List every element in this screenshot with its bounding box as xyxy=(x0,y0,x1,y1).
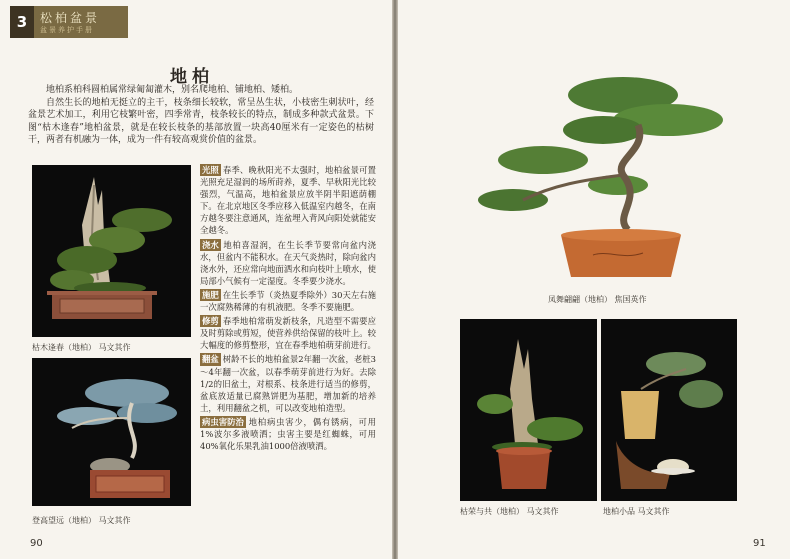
section-tag: 修剪 xyxy=(202,316,219,327)
photo-caption: 登高望远（地柏） 马文其作 xyxy=(32,516,131,525)
section-text: 地柏病虫害少，偶有锈病，可用1%波尔多液喷洒；虫害主要是红蜘蛛，可用40%氧化乐果乳油1000倍液喷洒。 xyxy=(200,416,376,452)
section-tag: 施肥 xyxy=(202,289,219,300)
page-title: 地柏 xyxy=(170,67,214,87)
section-text: 在生长季节（炎热夏季除外）30天左右施一次腐熟稀薄的有机液肥。冬季不要施肥。 xyxy=(200,289,376,313)
section-text: 春季地柏常萌发新枝条，凡造型不需要应及时剪除或剪短，使营养供给保留的枝叶上。较大幅度的修剪整形，宜在春季地柏萌芽前进行。 xyxy=(200,316,376,351)
care-section xyxy=(200,416,376,452)
section-text: 树龄不长的地柏盆景2年翻一次盆，老桩3～4年翻一次盆，以春季萌芽前进行为好。去除1/2的旧盆土，对根系、枝条进行适当的修剪，盆底放适量已腐熟饼肥为基肥，增加新的培养土，利用翻盆之机，可以改变地柏造型。 xyxy=(200,354,376,413)
photo-caption: 地柏小品 马文其作 xyxy=(603,507,670,516)
left-page xyxy=(0,0,392,559)
section-text: 春季、晚秋阳光不太强时，地柏盆景可置光照充足湿润的场所莳养，夏季、早秋阳光比较强烈，气温高，地柏盆景应放半阴半阳遮荫棚下。在北京地区冬季应移入低温室内越冬，在南方越冬要注意通风，连盆埋入背风向阳处就能安全越冬。 xyxy=(200,165,376,236)
care-column xyxy=(200,164,376,454)
bonsai-illustration xyxy=(601,319,737,501)
care-section xyxy=(200,289,376,313)
care-section xyxy=(200,164,376,237)
photo-caption: 枯荣与共（地柏） 马文其作 xyxy=(460,507,559,516)
bonsai-photo-3 xyxy=(460,319,597,501)
section-tag: 翻盆 xyxy=(202,354,219,365)
bonsai-illustration xyxy=(32,358,191,506)
page-number: 91 xyxy=(753,538,766,549)
bonsai-photo-large xyxy=(473,65,743,290)
bonsai-illustration xyxy=(460,319,597,501)
care-section xyxy=(200,239,376,287)
bonsai-photo-1 xyxy=(32,165,191,337)
intro-paragraph: 地柏系柏科圆柏属常绿匍匐灌木，别名爬地柏、铺地柏、矮柏。 xyxy=(46,85,299,95)
section-tag: 光照 xyxy=(202,165,219,175)
intro-text xyxy=(28,84,374,147)
page-number: 90 xyxy=(30,538,43,549)
bonsai-photo-2 xyxy=(32,358,191,506)
chapter-header xyxy=(10,6,128,38)
section-tag: 病虫害防治 xyxy=(202,416,244,427)
right-page xyxy=(398,0,790,559)
intro-paragraph: 自然生长的地柏无挺立的主干，枝条细长较软，常呈丛生状，小枝密生刺状叶，经盆景艺术加工，利用它枝繁叶密，四季常青，枝条较长的特点，制成多种款式盆景。下图“枯木逢春”地柏盆景，就是在较长枝条的基部放置一块高40厘米有一定姿色的枯树干，两者有机融为一体，成为一件有较高观赏价值的盆景。 xyxy=(28,97,374,145)
chapter-subtitle: 盆景养护手册 xyxy=(40,26,94,34)
chapter-title: 松柏盆景 xyxy=(40,11,101,25)
chapter-number: 3 xyxy=(10,6,34,38)
bonsai-photo-4 xyxy=(601,319,737,501)
care-section xyxy=(200,315,376,351)
bonsai-illustration xyxy=(32,165,191,337)
photo-caption: 凤舞翩翩（地柏） 焦国英作 xyxy=(548,295,647,304)
section-tag: 浇水 xyxy=(202,239,219,250)
care-section xyxy=(200,353,376,413)
photo-caption: 枯木逢春（地柏） 马文其作 xyxy=(32,343,131,352)
section-text: 地柏喜湿润，在生长季节要常向盆内浇水，但盆内不能积水。在天气炎热时，除向盆内浇水外，还应常向地面洒水和向枝叶上喷水，使局部小气候有一定湿度。冬季要少浇水。 xyxy=(200,239,376,286)
